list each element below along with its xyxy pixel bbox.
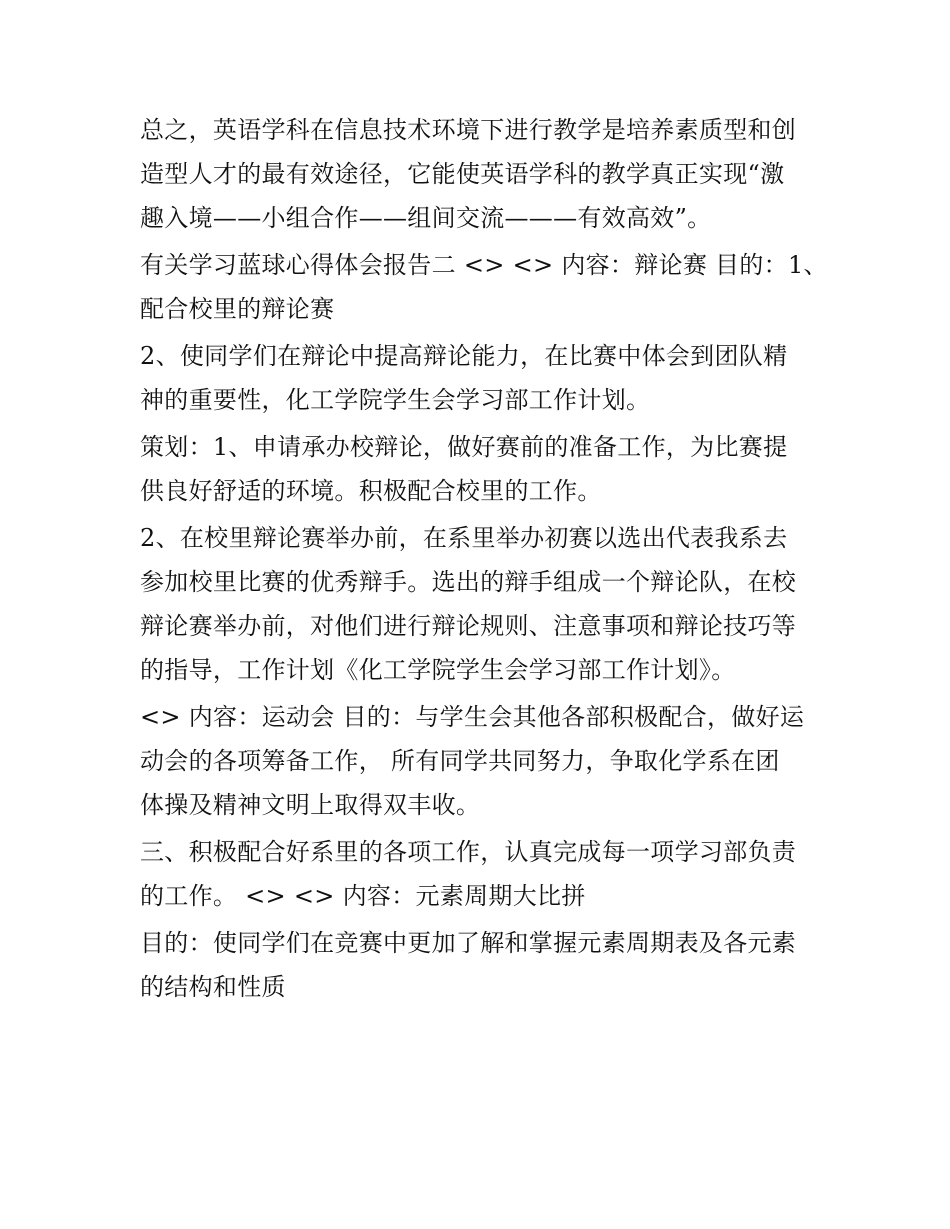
text-line: 趣入境——小组合作——组间交流———有效高效”。 <box>140 204 712 232</box>
text-line: 参加校里比赛的优秀辩手。选出的辩手组成一个辩论队，在校 <box>140 568 797 596</box>
text-line: 策划：1、申请承办校辩论，做好赛前的准备工作，为比赛提 <box>140 433 788 461</box>
text-line: 造型人才的最有效途径，它能使英语学科的教学真正实现“激 <box>140 160 785 188</box>
text-line: 的指导，工作计划《化工学院学生会学习部工作计划》。 <box>140 656 736 684</box>
paragraph-conclusion <box>140 108 820 240</box>
text-line: 的结构和性质 <box>140 973 286 1001</box>
paragraph-debate-goal-two <box>140 334 820 422</box>
text-line: 目的：使同学们在竞赛中更加了解和掌握元素周期表及各元素 <box>140 929 797 957</box>
text-line: 有关学习蓝球心得体会报告二 <> <> 内容：辩论赛 目的：1、 <box>140 251 828 279</box>
paragraph-cooperate-department <box>140 830 820 918</box>
text-line: 三、积极配合好系里的各项工作，认真完成每一项学习部负责 <box>140 838 797 866</box>
text-line: 2、在校里辩论赛举办前，在系里举办初赛以选出代表我系去 <box>140 524 788 552</box>
text-line: 体操及精神文明上取得双丰收。 <box>140 791 481 819</box>
text-line: 总之，英语学科在信息技术环境下进行教学是培养素质型和创 <box>140 116 797 144</box>
paragraph-plan-two <box>140 516 820 692</box>
text-line: 配合校里的辩论赛 <box>140 295 335 323</box>
text-line: 供良好舒适的环境。积极配合校里的工作。 <box>140 477 602 505</box>
document-body <box>140 108 828 1012</box>
text-line: 辩论赛举办前，对他们进行辩论规则、注意事项和辩论技巧等 <box>140 612 797 640</box>
paragraph-sports-meet <box>140 695 820 827</box>
text-line: 2、使同学们在辩论中提高辩论能力，在比赛中体会到团队精 <box>140 342 788 370</box>
paragraph-plan-one <box>140 425 820 513</box>
paragraph-periodic-table-goal <box>140 921 820 1009</box>
paragraph-report-two-debate <box>140 243 828 331</box>
text-line: 动会的各项筹备工作， 所有同学共同努力，争取化学系在团 <box>140 747 780 775</box>
text-line: <> 内容：运动会 目的：与学生会其他各部积极配合，做好运 <box>140 703 805 731</box>
text-line: 的工作。 <> <> 内容：元素周期大比拼 <box>140 882 586 910</box>
text-line: 神的重要性，化工学院学生会学习部工作计划。 <box>140 386 651 414</box>
